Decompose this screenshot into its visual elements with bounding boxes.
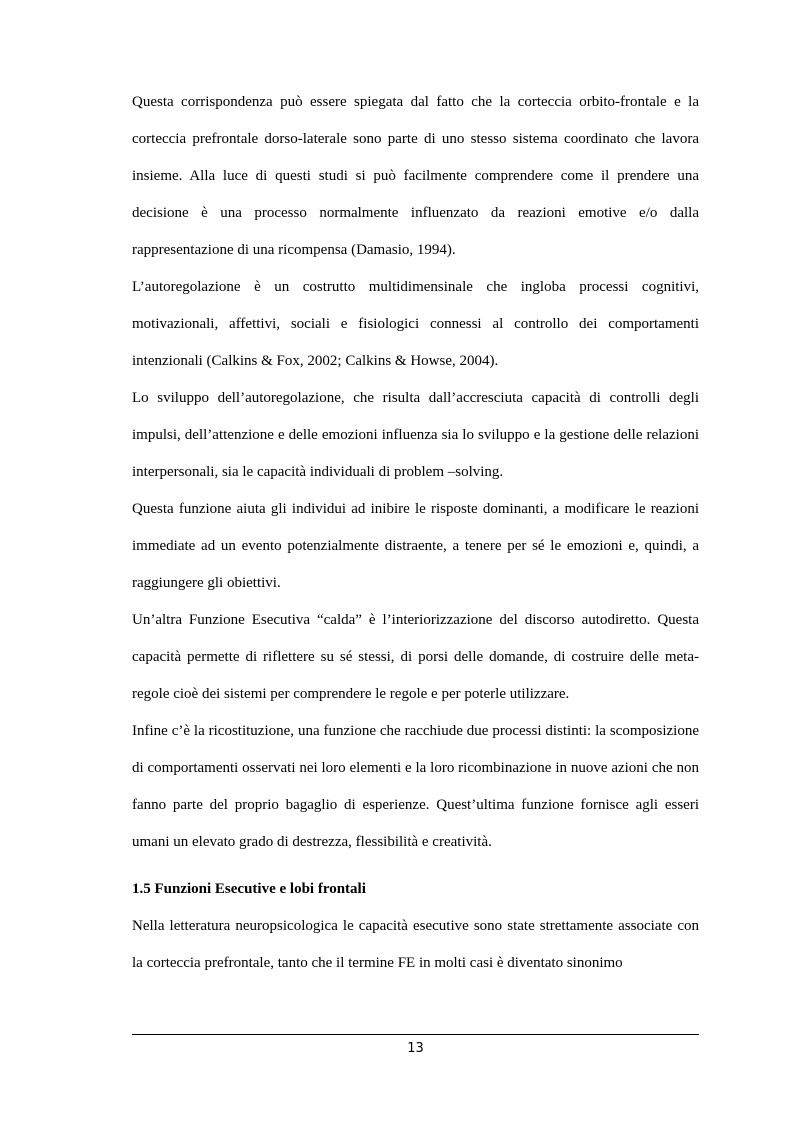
footer-divider — [132, 1034, 699, 1035]
paragraph-self-regulation-definition: L’autoregolazione è un costrutto multidimensinale che ingloba processi cognitivi, motivazionali, affettivi, sociali e fisiologici connessi al controllo dei comportamenti intenzionali (Calkins & Fox, 2002; Calkins & Howse, 2004). — [132, 279, 699, 369]
paragraph-function-purpose: Questa funzione aiuta gli individui ad inibire le risposte dominanti, a modificare le reazioni immediate ad un evento potenzialmente distraente, a tenere per sé le emozioni e, quindi, a raggiungere gli obiettivi. — [132, 501, 699, 591]
paragraph-self-regulation-development: Lo sviluppo dell’autoregolazione, che risulta dall’accresciuta capacità di controlli degli impulsi, dell’attenzione e delle emozioni influenza sia lo sviluppo e la gestione delle relazioni interpersonali, sia le capacità individuali di problem –solving. — [132, 390, 699, 480]
paragraph-section-intro: Nella letteratura neuropsicologica le capacità esecutive sono state strettamente associate con la corteccia prefrontale, tanto che il termine FE in molti casi è diventato sinonimo — [132, 918, 699, 971]
section-heading: 1.5 Funzioni Esecutive e lobi frontali — [132, 881, 366, 897]
paragraph-decision-emotion: Questa corrispondenza può essere spiegata dal fatto che la corteccia orbito-frontale e la corteccia prefrontale dorso-laterale sono parte di uno stesso sistema coordinato che lavora insieme. Alla luce di questi studi si può facilmente comprendere come il prendere una decisione è una processo normalmente influenzato da reazioni emotive e/o dalla rappresentazione di una ricompensa (Damasio, 1994). — [132, 94, 699, 258]
paragraph-reconstitution: Infine c’è la ricostituzione, una funzione che racchiude due processi distinti: la scomposizione di comportamenti osservati nei loro elementi e la loro ricombinazione in nuove azioni che non fanno parte del proprio bagaglio di esperienze. Quest’ultima funzione fornisce agli esseri umani un elevato grado di destrezza, flessibilità e creatività. — [132, 723, 699, 850]
page-number: 13 — [407, 1041, 424, 1056]
paragraph-self-directed-speech: Un’altra Funzione Esecutiva “calda” è l’interiorizzazione del discorso autodiretto. Questa capacità permette di riflettere su sé stessi, di porsi delle domande, di costruire delle meta-regole cioè dei sistemi per comprendere le regole e per poterle utilizzare. — [132, 612, 699, 702]
page-body — [132, 84, 699, 982]
